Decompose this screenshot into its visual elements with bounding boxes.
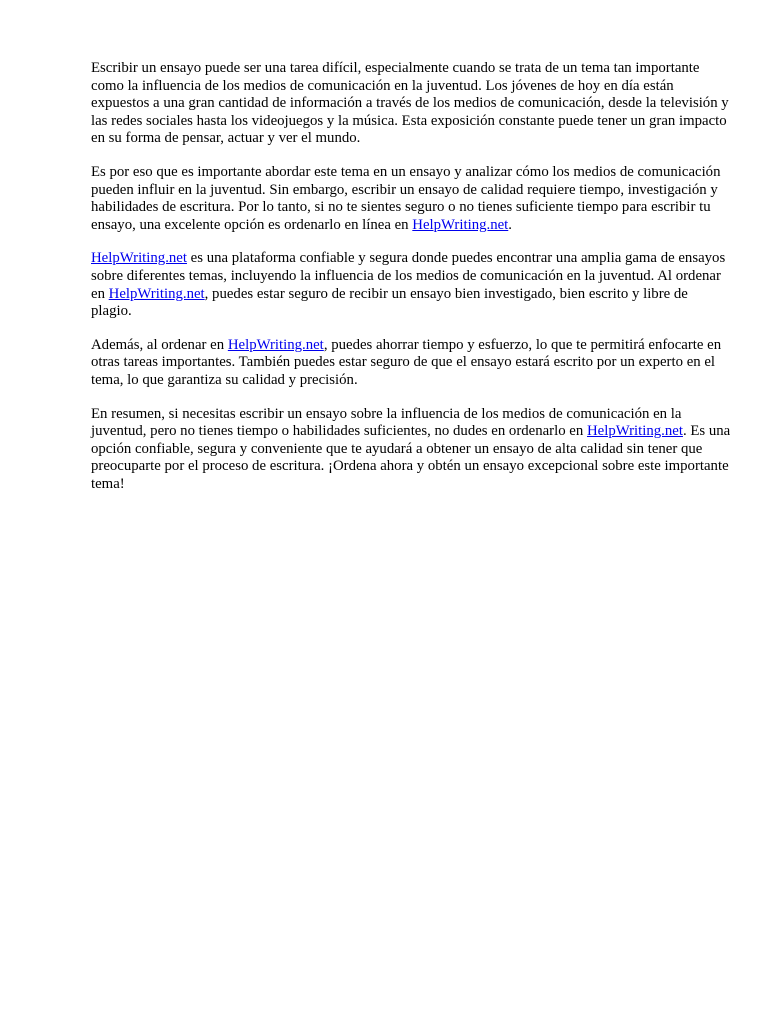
- helpwriting-link[interactable]: HelpWriting.net: [91, 250, 187, 267]
- paragraph-summary-text-before-link: En resumen, si necesitas escribir un ensayo sobre la influencia de los medios de comunicación en la juventud, pero no tienes tiempo o habilidades suficientes, no dudes en ordenarlo en: [91, 405, 682, 440]
- paragraph-platform: [91, 250, 731, 320]
- helpwriting-link[interactable]: HelpWriting.net: [412, 216, 509, 233]
- paragraph-summary: [91, 406, 731, 494]
- paragraph-platform-text-middle: es una plataforma confiable y segura donde puedes encontrar una amplia gama de ensayos sobre diferentes temas, incluyendo la influencia de los medios de comunicación en la juventud. Al ordenar en: [91, 250, 726, 302]
- paragraph-benefits-text-after-link: , puedes ahorrar tiempo y esfuerzo, lo que te permitirá enfocarte en otras tareas importantes. También puedes estar seguro de que el ensayo estará escrito por un experto en el tema, lo que garantiza su calidad y precisión.: [91, 336, 722, 388]
- paragraph-summary-text-after-link: . Es una opción confiable, segura y conveniente que te ayudará a obtener un ensayo de alta calidad sin tener que preocuparte por el proceso de escritura. ¡Ordena ahora y obtén un ensayo excepcional sobre este importante tema!: [91, 423, 731, 492]
- helpwriting-link[interactable]: HelpWriting.net: [586, 423, 683, 440]
- paragraph-intro: [91, 60, 731, 148]
- paragraph-benefits-text-before-link: Además, al ordenar en: [91, 336, 228, 353]
- paragraph-benefits: [91, 337, 731, 390]
- paragraph-intro-text: Escribir un ensayo puede ser una tarea difícil, especialmente cuando se trata de un tema tan importante como la influencia de los medios de comunicación en la juventud. Los jóvenes de hoy en día están expuestos a una gran cantidad de información a través de los medios de comunicación, desde la televisión y las redes sociales hasta los videojuegos y la música. Esta exposición constante puede tener un gran impacto en su forma de pensar, actuar y ver el mundo.: [91, 60, 729, 147]
- helpwriting-link[interactable]: HelpWriting.net: [227, 336, 324, 353]
- paragraph-importance-text-after-link: .: [508, 216, 512, 233]
- paragraph-platform-text-end: , puedes estar seguro de recibir un ensayo bien investigado, bien escrito y libre de plagio.: [91, 285, 688, 320]
- paragraph-importance: [91, 164, 731, 234]
- paragraph-importance-text-before-link: Es por eso que es importante abordar este tema en un ensayo y analizar cómo los medios de comunicación pueden influir en la juventud. Sin embargo, escribir un ensayo de calidad requiere tiempo, investigación y habilidades de escritura. Por lo tanto, si no te sientes seguro o no tienes suficiente tiempo para escribir tu ensayo, una excelente opción es ordenarlo en línea en: [91, 163, 721, 233]
- document-body: [91, 60, 731, 509]
- helpwriting-link[interactable]: HelpWriting.net: [108, 285, 205, 302]
